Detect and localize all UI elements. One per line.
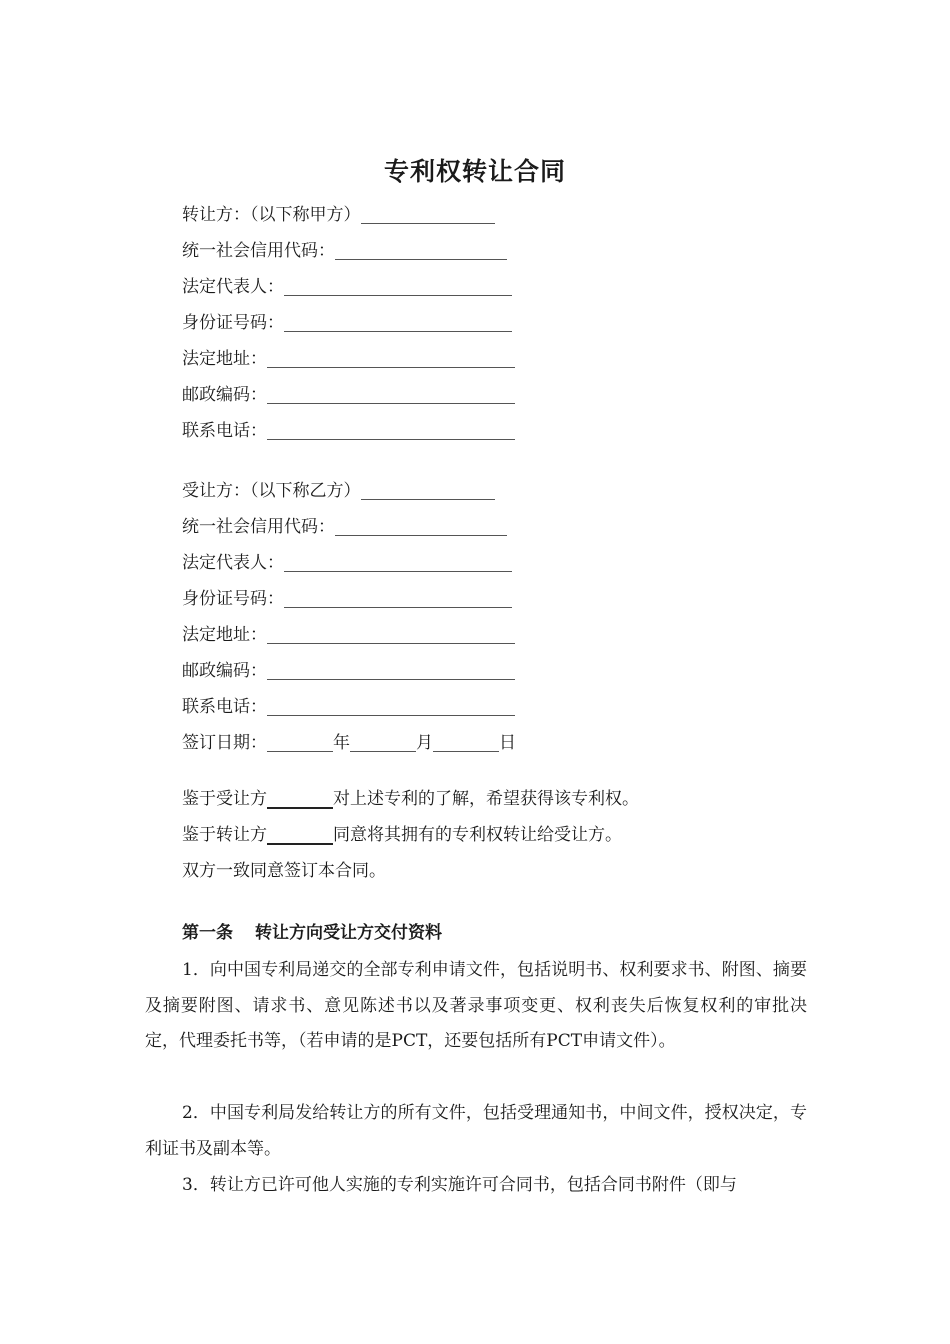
party-a-id-field — [182, 308, 512, 334]
party-a-name-blank[interactable] — [361, 205, 495, 224]
article-1-heading — [182, 918, 442, 943]
party-a-legal-rep-field — [182, 272, 512, 298]
party-a-address-blank[interactable] — [267, 349, 515, 368]
article-1-item-1: 1．向中国专利局递交的全部专利申请文件，包括说明书、权利要求书、附图、摘要及摘要附图、请求书、意见陈述书以及著录事项变更、权利丧失后恢复权利的审批决定，代理委托书等，（若申请的是PCT，还要包括所有PCT申请文件）。 — [145, 960, 807, 1051]
sign-day-blank[interactable] — [433, 733, 499, 752]
party-b-heading-label: 受让方：（以下称乙方） — [182, 481, 361, 501]
party-a-postcode-field — [182, 380, 515, 406]
party-a-phone-label: 联系电话： — [182, 421, 267, 441]
sign-month-label: 月 — [416, 733, 433, 753]
recital-line-3 — [182, 858, 386, 884]
article-1-item-3: 3．转让方已许可他人实施的专利实施许可合同书，包括合同书附件（即与 — [182, 1175, 737, 1195]
party-b-id-field — [182, 584, 512, 610]
party-b-phone-label: 联系电话： — [182, 697, 267, 717]
recital-3-text: 双方一致同意签订本合同。 — [182, 861, 386, 881]
party-b-postcode-label: 邮政编码： — [182, 661, 267, 681]
sign-year-blank[interactable] — [267, 733, 333, 752]
party-a-phone-field — [182, 416, 515, 442]
party-a-credit-code-blank[interactable] — [335, 241, 507, 260]
recital-2-suffix: 同意将其拥有的专利权转让给受让方。 — [333, 825, 622, 845]
party-a-postcode-label: 邮政编码： — [182, 385, 267, 405]
party-b-heading — [182, 476, 495, 502]
party-a-legal-rep-blank[interactable] — [284, 277, 512, 296]
party-a-address-field — [182, 344, 515, 370]
party-b-address-blank[interactable] — [267, 625, 515, 644]
party-b-credit-code-field — [182, 512, 507, 538]
recital-2-blank[interactable] — [267, 825, 333, 845]
party-b-postcode-blank[interactable] — [267, 661, 515, 680]
article-1-number: 第一条 — [182, 923, 233, 943]
document-title: 专利权转让合同 — [383, 157, 566, 186]
recital-line-2 — [182, 822, 622, 848]
party-a-id-blank[interactable] — [284, 313, 512, 332]
sign-date-label: 签订日期： — [182, 733, 267, 753]
recital-line-1 — [182, 786, 639, 812]
party-b-address-label: 法定地址： — [182, 625, 267, 645]
party-b-legal-rep-blank[interactable] — [284, 553, 512, 572]
party-a-legal-rep-label: 法定代表人： — [182, 277, 284, 297]
article-1-title: 转让方向受让方交付资料 — [255, 923, 442, 943]
party-b-phone-blank[interactable] — [267, 697, 515, 716]
party-a-credit-code-field — [182, 236, 507, 262]
recital-1-blank[interactable] — [267, 789, 333, 809]
party-b-postcode-field — [182, 656, 515, 682]
sign-day-label: 日 — [499, 733, 516, 753]
sign-date-field — [182, 728, 516, 754]
party-b-id-blank[interactable] — [284, 589, 512, 608]
party-a-heading — [182, 200, 495, 226]
party-b-address-field — [182, 620, 515, 646]
party-b-id-label: 身份证号码： — [182, 589, 284, 609]
party-a-id-label: 身份证号码： — [182, 313, 284, 333]
sign-month-blank[interactable] — [350, 733, 416, 752]
party-b-credit-code-blank[interactable] — [335, 517, 507, 536]
article-1-item-2: 2．中国专利局发给转让方的所有文件，包括受理通知书，中间文件，授权决定，专利证书及副本等。 — [145, 1103, 807, 1159]
recital-1-prefix: 鉴于受让方 — [182, 789, 267, 809]
party-a-phone-blank[interactable] — [267, 421, 515, 440]
party-a-address-label: 法定地址： — [182, 349, 267, 369]
party-b-credit-code-label: 统一社会信用代码： — [182, 517, 335, 537]
recital-1-suffix: 对上述专利的了解，希望获得该专利权。 — [333, 789, 639, 809]
party-a-heading-label: 转让方：（以下称甲方） — [182, 205, 361, 225]
party-b-legal-rep-field — [182, 548, 512, 574]
sign-year-label: 年 — [333, 733, 350, 753]
party-a-credit-code-label: 统一社会信用代码： — [182, 241, 335, 261]
party-b-legal-rep-label: 法定代表人： — [182, 553, 284, 573]
party-b-phone-field — [182, 692, 515, 718]
recital-2-prefix: 鉴于转让方 — [182, 825, 267, 845]
party-a-postcode-blank[interactable] — [267, 385, 515, 404]
party-b-name-blank[interactable] — [361, 481, 495, 500]
